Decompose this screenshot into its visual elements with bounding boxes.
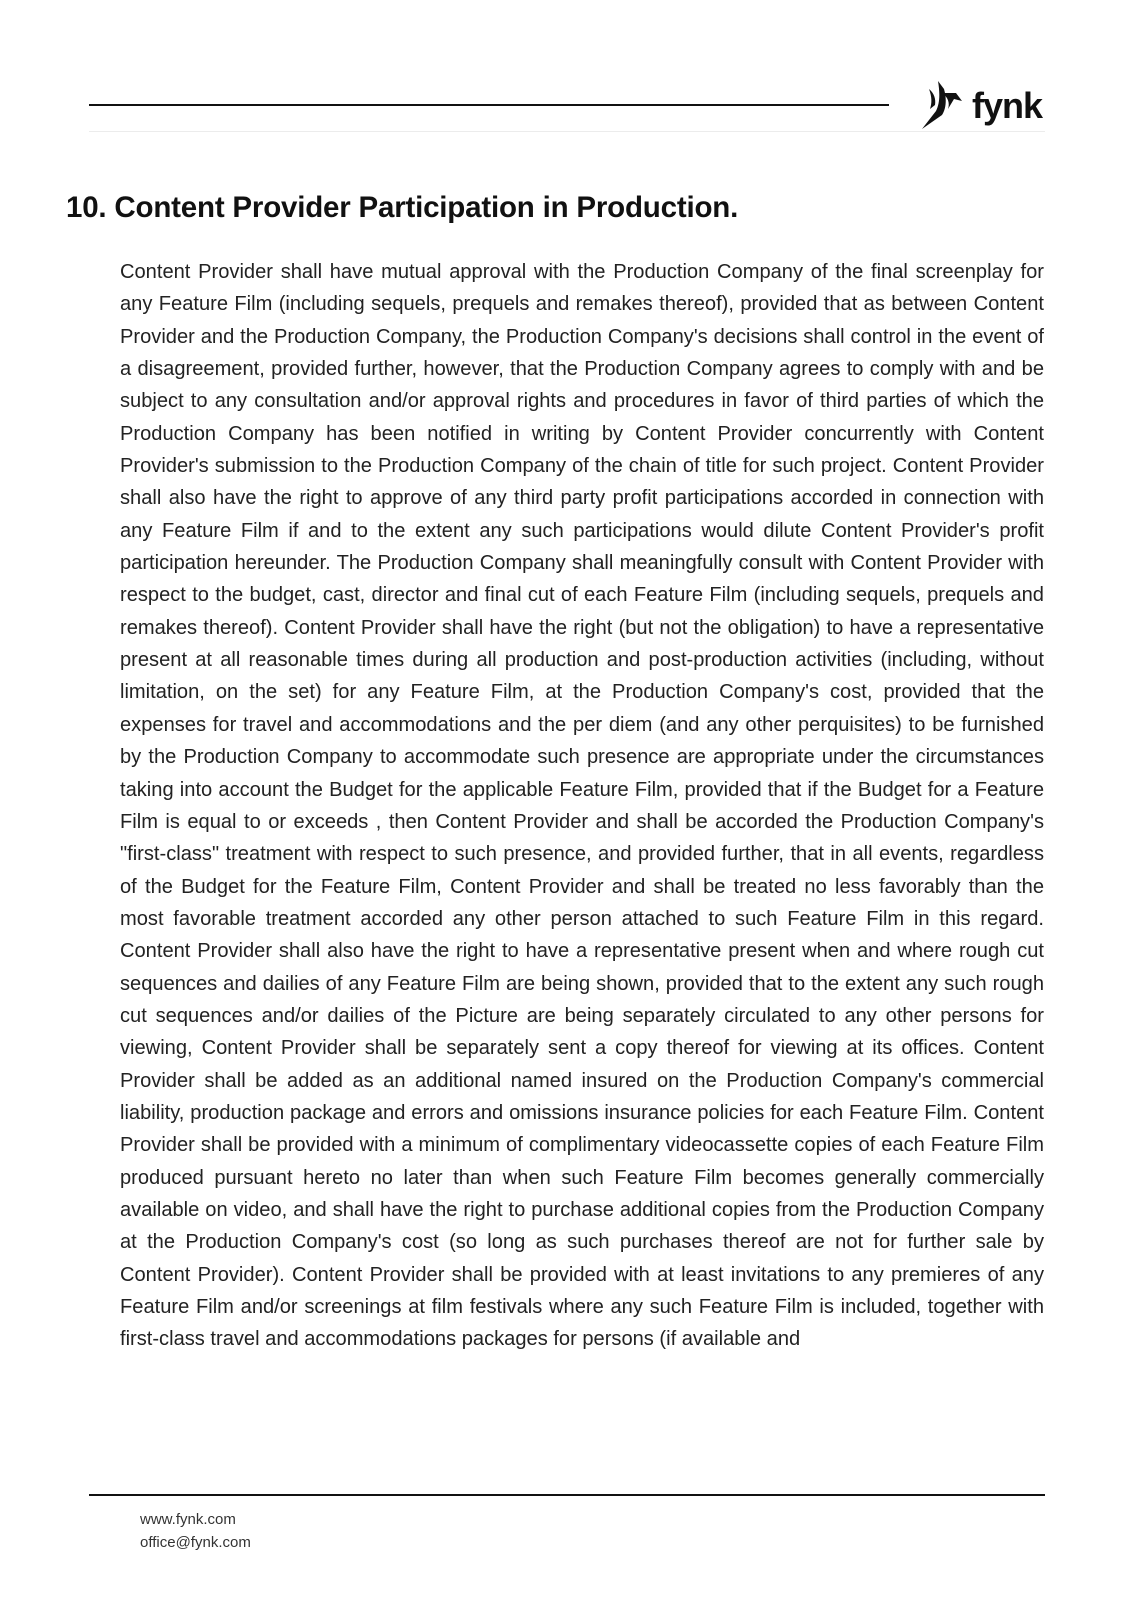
footer-website: www.fynk.com	[140, 1511, 236, 1528]
header-rule	[89, 104, 889, 106]
header-divider	[89, 131, 1045, 132]
footer-email: office@fynk.com	[140, 1534, 251, 1551]
brand-logo	[918, 78, 1042, 134]
section-heading	[66, 191, 738, 225]
brand-name: fynk	[972, 85, 1043, 126]
section-body: Content Provider shall have mutual approval with the Production Company of the final screenplay for any Feature Film (including sequels, prequels and remakes thereof), provided that as between Content Provider and the Production Company, the Production Company's decisions shall control in the event of a disagreement, provided further, however, that the Production Company agrees to comply with and be subject to any consultation and/or approval rights and procedures in favor of third parties of which the Production Company has been notified in writing by Content Provider concurrently with Content Provider's submission to the Production Company of the chain of title for such project. Content Provider shall also have the right to approve of any third party profit participations accorded in connection with any Feature Film if and to the extent any such participations would dilute Content Provider's profit participation hereunder. The Production Company shall meaningfully consult with Content Provider with respect to the budget, cast, director and final cut of each Feature Film (including sequels, prequels and remakes thereof). Content Provider shall have the right (but not the obligation) to have a representative present at all reasonable times during all production and post-production activities (including, without limitation, on the set) for any Feature Film, at the Production Company's cost, provided that the expenses for travel and accommodations and the per diem (and any other perquisites) to be furnished by the Production Company to accommodate such presence are appropriate under the circumstances taking into account the Budget for the applicable Feature Film, provided that if the Budget for a Feature Film is equal to or exceeds , then Content Provider and shall be accorded the Production Company's "first-class" treatment with respect to such presence, and provided further, that in all events, regardless of the Budget for the Feature Film, Content Provider and shall be treated no less favorably than the most favorable treatment accorded any other person attached to such Feature Film in this regard. Content Provider shall also have the right to have a representative present when and where rough cut sequences and dailies of any Feature Film are being shown, provided that to the extent any such rough cut sequences and/or dailies of the Picture are being separately circulated to any other persons for viewing, Content Provider shall be separately sent a copy thereof for viewing at its offices. Content Provider shall be added as an additional named insured on the Production Company's commercial liability, production package and errors and omissions insurance policies for each Feature Film. Content Provider shall be provided with a minimum of complimentary videocassette copies of each Feature Film produced pursuant hereto no later than when such Feature Film becomes generally commercially available on video, and shall have the right to purchase additional copies from the Production Company at the Production Company's cost (so long as such purchases thereof are not for further sale by Content Provider). Content Provider shall be provided with at least invitations to any premieres of any Feature Film and/or screenings at film festivals where any such Feature Film is included, together with first-class travel and accommodations packages for persons (if available and	[120, 261, 1044, 1351]
section-title: Content Provider Participation in Production.	[114, 191, 739, 224]
section-number: 10.	[66, 191, 107, 224]
bird-icon	[918, 79, 964, 133]
footer	[140, 1508, 251, 1554]
footer-rule	[89, 1494, 1045, 1496]
